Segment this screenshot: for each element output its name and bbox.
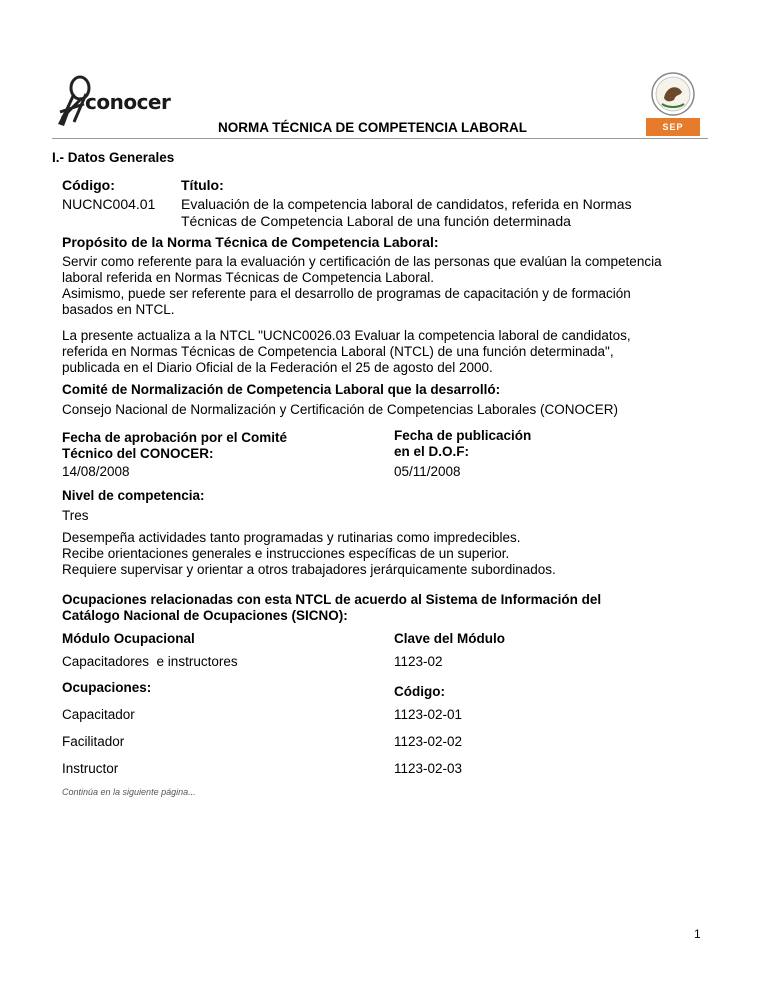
- proposito-line: laboral referida en Normas Técnicas de Competencia Laboral.: [62, 270, 434, 285]
- fecha-publicacion-label-line: Fecha de publicación: [394, 428, 532, 443]
- actualiza-line: La presente actualiza a la NTCL "UCNC0026.03 Evaluar la competencia laboral de candidatos,: [62, 328, 631, 343]
- proposito-line: Servir como referente para la evaluación y certificación de las personas que evalúan la competencia: [62, 254, 662, 269]
- actualiza-line: referida en Normas Técnicas de Competencia Laboral (NTCL) de una función determinada",: [62, 344, 614, 359]
- actualiza-line: publicada en el Diario Oficial de la Federación el 25 de agosto del 2000.: [62, 360, 493, 375]
- fecha-aprobacion-label-line: Técnico del CONOCER:: [62, 446, 214, 461]
- proposito-line: Asimismo, puede ser referente para el desarrollo de programas de capacitación y de formación: [62, 286, 631, 301]
- nivel-label: Nivel de competencia:: [62, 488, 205, 503]
- ocupaciones-heading-line: Ocupaciones relacionadas con esta NTCL de acuerdo al Sistema de Información del: [62, 592, 602, 607]
- ocupaciones-label: Ocupaciones:: [62, 680, 152, 695]
- proposito-text: [62, 254, 662, 318]
- titulo-line: Evaluación de la competencia laboral de candidatos, referida en Normas: [181, 196, 632, 212]
- nivel-line: Requiere supervisar y orientar a otros trabajadores jerárquicamente subordinados.: [62, 562, 556, 577]
- section-title: I.- Datos Generales: [52, 150, 175, 165]
- sep-logo: [646, 70, 700, 136]
- fecha-publicacion-label: [394, 428, 531, 460]
- titulo-value: [181, 196, 632, 229]
- conocer-logo: [52, 68, 184, 130]
- codigo-value: NUCNC004.01: [62, 196, 156, 212]
- mexican-coat-of-arms-icon: [646, 70, 700, 118]
- header-divider: [52, 138, 708, 139]
- ocupacion-name: Facilitador: [62, 734, 125, 749]
- ocupaciones-heading: [62, 592, 601, 624]
- continua-note: Continúa en la siguiente página...: [62, 787, 196, 797]
- nivel-value: Tres: [62, 508, 89, 523]
- clave-modulo-label: Clave del Módulo: [394, 631, 506, 646]
- codigo-label: Código:: [62, 177, 115, 193]
- fecha-aprobacion-label: [62, 430, 287, 462]
- actualiza-text: [62, 328, 631, 376]
- nivel-line: Desempeña actividades tanto programadas y rutinarias como impredecibles.: [62, 530, 521, 545]
- titulo-line: Técnicas de Competencia Laboral de una función determinada: [181, 212, 571, 229]
- nivel-line: Recibe orientaciones generales e instrucciones específicas de un superior.: [62, 546, 510, 561]
- proposito-label: Propósito de la Norma Técnica de Competencia Laboral:: [62, 234, 439, 250]
- modulo-ocupacional-label: Módulo Ocupacional: [62, 631, 195, 646]
- fecha-aprobacion-label-line: Fecha de aprobación por el Comité: [62, 430, 288, 445]
- proposito-line: basados en NTCL.: [62, 302, 175, 317]
- clave-modulo-value: 1123-02: [394, 654, 443, 669]
- ocupacion-code: 1123-02-02: [394, 734, 463, 749]
- page-title: NORMA TÉCNICA DE COMPETENCIA LABORAL: [218, 120, 527, 135]
- titulo-label: Título:: [181, 177, 224, 193]
- comite-label: Comité de Normalización de Competencia Laboral que la desarrolló:: [62, 382, 501, 397]
- fecha-aprobacion-value: 14/08/2008: [62, 464, 130, 479]
- comite-value: Consejo Nacional de Normalización y Certificación de Competencias Laborales (CONOCER): [62, 402, 618, 417]
- nivel-description: [62, 530, 556, 578]
- codigo-ocupacion-label: Código:: [394, 684, 445, 699]
- sep-band: SEP: [646, 118, 700, 136]
- ocupaciones-heading-line: Catálogo Nacional de Ocupaciones (SICNO):: [62, 608, 348, 623]
- ocupacion-name: Capacitador: [62, 707, 135, 722]
- ocupacion-name: Instructor: [62, 761, 119, 776]
- ocupacion-code: 1123-02-01: [394, 707, 463, 722]
- fecha-publicacion-label-line: en el D.O.F:: [394, 444, 470, 459]
- conocer-logo-text: conocer: [85, 90, 171, 114]
- ocupacion-code: 1123-02-03: [394, 761, 463, 776]
- page-number: 1: [694, 927, 701, 941]
- fecha-publicacion-value: 05/11/2008: [394, 464, 461, 479]
- modulo-ocupacional-value: Capacitadores e instructores: [62, 654, 238, 669]
